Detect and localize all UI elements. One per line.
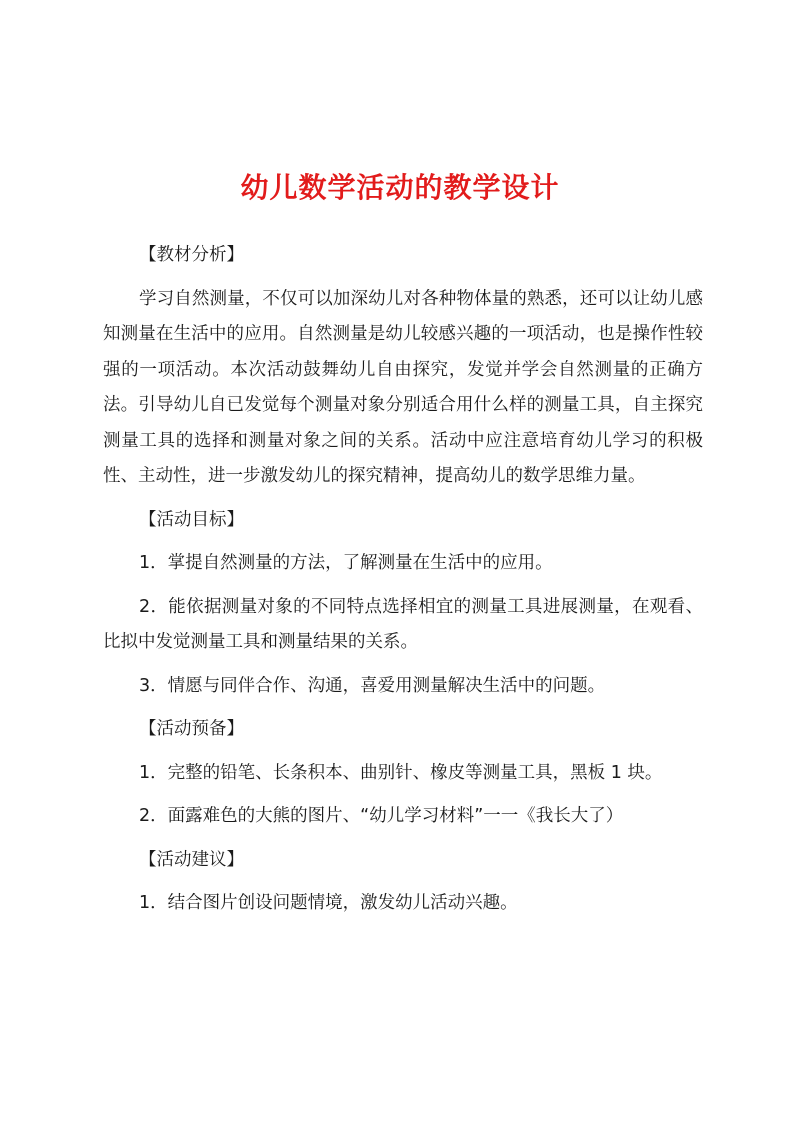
goal-item-2: 2．能依据测量对象的不同特点选择相宜的测量工具进展测量，在观看、比拟中发觉测量工具和测量结果的关系。 [103,596,703,652]
preparation-item-2: 2．面露难色的大熊的图片、“幼儿学习材料”一一《我长大了） [139,806,624,826]
section-heading-analysis: 【教材分析】 [139,245,244,265]
suggestion-item-1: 1．结合图片创设问题情境，激发幼儿活动兴趣。 [139,893,518,913]
analysis-paragraph: 学习自然测量，不仅可以加深幼儿对各种物体量的熟悉，还可以让幼儿感知测量在生活中的应用。自然测量是幼儿较感兴趣的一项活动，也是操作性较强的一项活动。本次活动鼓舞幼儿自由探究，发觉并学会自然测量的正确方法。引导幼儿自已发觉每个测量对象分别适合用什么样的测量工具，自主探究测量工具的选择和测量对象之间的关系。活动中应注意培育幼儿学习的积极性、主动性，进一步激发幼儿的探究精神，提高幼儿的数学思维力量。 [103,288,703,486]
section-heading-suggestions: 【活动建议】 [139,849,244,870]
goal-item-1: 1．掌提自然测量的方法，了解测量在生活中的应用。 [139,553,553,573]
goal-item-3: 3．情愿与同伴合作、沟通，喜爱用测量解决生活中的问题。 [139,675,606,696]
document-body [103,238,703,922]
preparation-item-1: 1．完整的铅笔、长条积本、曲别针、橡皮等测量工具，黑板 1 块。 [139,762,663,783]
section-heading-goals: 【活动目标】 [139,509,244,530]
document-title: 幼儿数学活动的教学设计 [240,171,560,204]
section-heading-preparation: 【活动预备】 [139,719,244,739]
